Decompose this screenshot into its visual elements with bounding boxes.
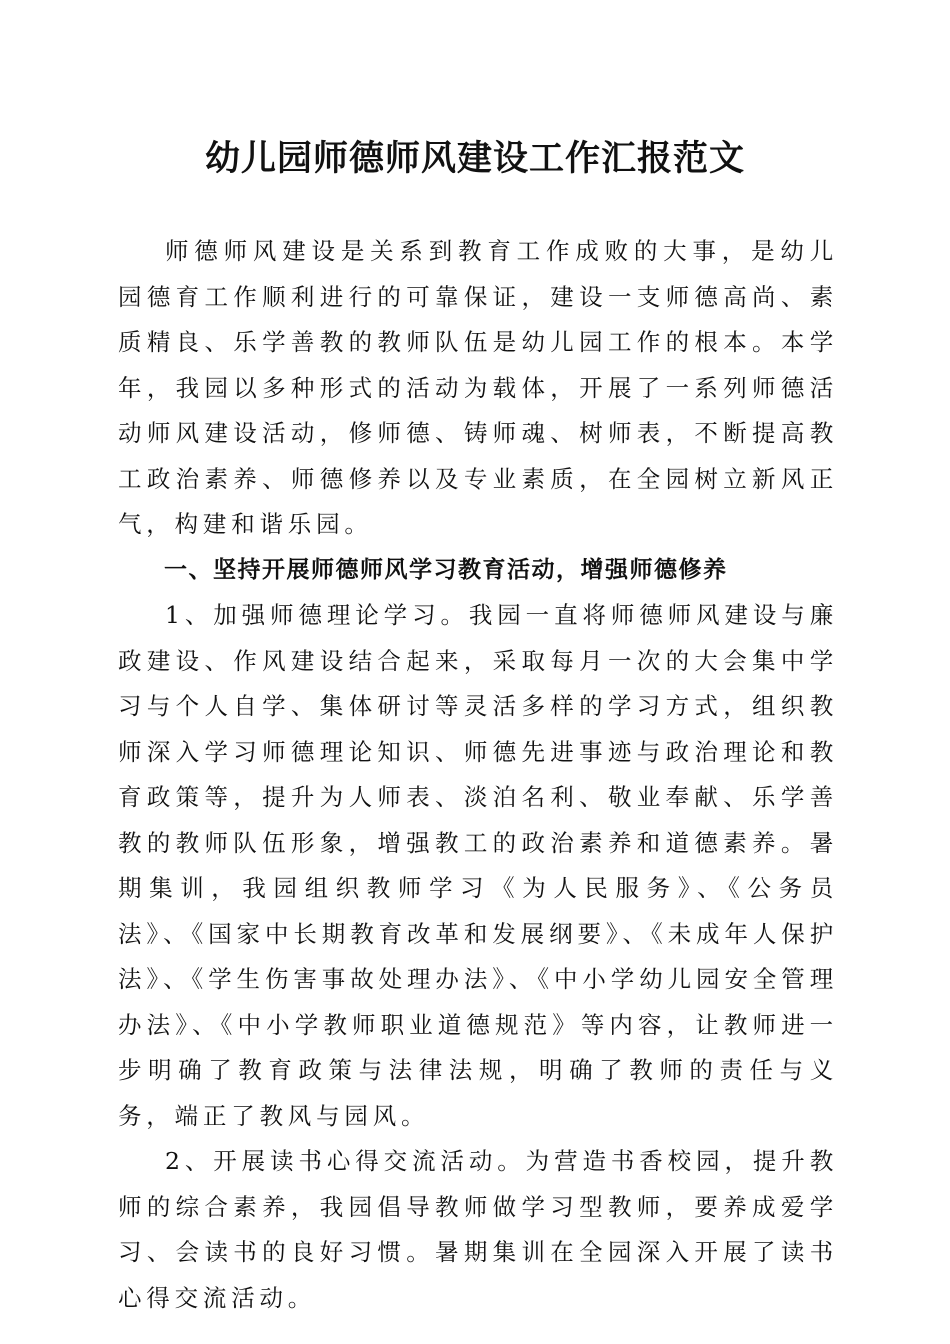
document-body	[118, 229, 838, 1321]
section-heading: 一、坚持开展师德师风学习教育活动，增强师德修养	[164, 556, 728, 583]
document-title: 幼儿园师德师风建设工作汇报范文	[204, 138, 745, 179]
intro-paragraph: 师德师风建设是关系到教育工作成败的大事，是幼儿园德育工作顺利进行的可靠保证，建设一支师德高尚、素质精良、乐学善教的教师队伍是幼儿园工作的根本。本学年，我园以多种形式的活动为载体，开展了一系列师德活动师风建设活动，修师德、铸师魂、树师表，不断提高教工政治素养、师德修养以及专业素质，在全园树立新风正气，构建和谐乐园。	[118, 237, 838, 538]
body-paragraph-reading-exchange: 2、开展读书心得交流活动。为营造书香校园，提升教师的综合素养，我园倡导教师做学习型教师，要养成爱学习、会读书的良好习惯。暑期集训在全园深入开展了读书心得交流活动。	[118, 1147, 838, 1312]
body-paragraph-theory-study: 1、加强师德理论学习。我园一直将师德师风建设与廉政建设、作风建设结合起来，采取每月一次的大会集中学习与个人自学、集体研讨等灵活多样的学习方式，组织教师深入学习师德理论知识、师德先进事迹与政治理论和教育政策等，提升为人师表、淡泊名利、敬业奉献、乐学善教的教师队伍形象，增强教工的政治素养和道德素养。暑期集训，我园组织教师学习《为人民服务》、《公务员法》、《国家中长期教育改革和发展纲要》、《未成年人保护法》、《学生伤害事故处理办法》、《中小学幼儿园安全管理办法》、《中小学教师职业道德规范》等内容，让教师进一步明确了教育政策与法律法规，明确了教师的责任与义务，端正了教风与园风。	[118, 601, 838, 1130]
